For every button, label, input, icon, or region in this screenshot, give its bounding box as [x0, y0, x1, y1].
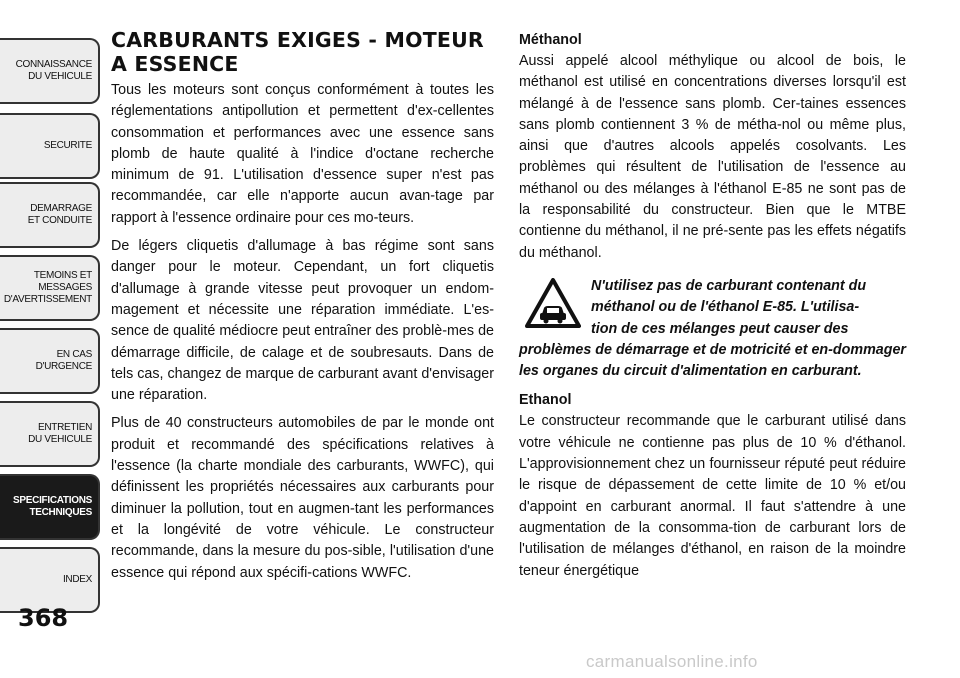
right-column	[519, 30, 906, 589]
warning-triangle-car-icon	[525, 278, 581, 328]
warning-box	[519, 276, 906, 382]
paragraph-knock: De légers cliquetis d'allumage à bas régime sont sans danger pour le moteur. Cependant, un fort cliquetis d'allumage à grande vitesse peut provoquer un endom-magement et nécessite une réparation immédiate. L'es-sence de qualité médiocre peut entraîner des problè-mes de démarrage difficile, de calage et de soubresauts. Dans de tels cas, changez de marque de carburant avant d'envisager une réparation.	[111, 238, 494, 404]
tab-connaissance-du-vehicule[interactable]: CONNAISSANCE DU VEHICULE	[0, 38, 100, 104]
tab-en-cas-d-urgence[interactable]: EN CAS D'URGENCE	[0, 328, 100, 394]
warning-line-3: tion de ces mélanges peut causer des	[591, 320, 849, 337]
tab-temoins-et-messages[interactable]: TEMOINS ET MESSAGES D'AVERTISSEMENT	[0, 255, 100, 321]
tab-entretien-du-vehicule[interactable]: ENTRETIEN DU VEHICULE	[0, 401, 100, 467]
section-title: CARBURANTS EXIGES - MOTEUR A ESSENCE	[111, 28, 484, 76]
warning-line-2: méthanol ou de l'éthanol E-85. L'utilisa-	[591, 299, 860, 316]
tab-specifications-techniques[interactable]: SPECIFICATIONS TECHNIQUES	[0, 474, 100, 540]
tab-demarrage-et-conduite[interactable]: DEMARRAGE ET CONDUITE	[0, 182, 100, 248]
watermark: carmanualsonline.info	[586, 652, 758, 671]
tab-securite[interactable]: SECURITE	[0, 113, 100, 179]
paragraph-octane: Tous les moteurs sont conçus conformément à toutes les réglementations antipollution et permettent d'ex-cellentes consommation et performances avec une essence sans plomb de haute qualité à l'indice d'octane recherche minimum de 91. L'utilisation d'essence super n'est pas recommandée, car elle n'apporte aucun avan-tage par rapport à l'essence ordinaire pour ces mo-teurs.	[111, 82, 494, 226]
ethanol-heading: Ethanol	[519, 392, 572, 409]
page-number: 368	[18, 604, 69, 632]
warning-line-rest: problèmes de démarrage et de motricité et en-dommager les organes du circuit d'alimentation en carburant.	[519, 341, 906, 380]
chapter-sidebar	[0, 0, 104, 678]
warning-line-1: N'utilisez pas de carburant contenant du	[591, 277, 867, 294]
methanol-heading: Méthanol	[519, 32, 582, 48]
ethanol-paragraph: Le constructeur recommande que le carburant utilisé dans votre véhicule ne contienne pas plus de 10 % d'éthanol. L'approvisionnement chez un fournisseur réputé peut réduire le risque de dépassement de cette limite de 10 % et/ou d'appoint en carburant anormal. Il faut s'attendre à une augmentation de la consomma-tion de carburant lors de l'utilisation de mélanges d'éthanol, en raison de la moindre teneur énergétique	[519, 413, 906, 579]
methanol-paragraph: Aussi appelé alcool méthylique ou alcool de bois, le méthanol est utilisé en concentrations diverses lorsqu'il est mélangé à de l'essence sans plomb. Cer-taines essences sans plomb contiennent 3 % de métha-nol ou même plus, ainsi que d'autres alcools appelés cosolvants. Les problèmes qui résultent de l'utilisation de l'essence au méthanol ou des mélanges à l'éthanol E-85 ne sont pas de la responsabilité du constructeur. Bien que le MTBE contienne du méthanol, il ne pré-sente pas les effets négatifs du méthanol.	[519, 53, 906, 261]
paragraph-wwfc: Plus de 40 constructeurs automobiles de par le monde ont produit et recommandé des spécifications relatives à l'essence (la charte mondiale des carburants, WWFC), qui définissent les propriétés nécessaires aux carburants pour diminuer la pollution, tout en augmen-tant les performances et la longévité de votre véhicule. Le constructeur recommande, dans la mesure du pos-sible, l'utilisation d'une essence qui répond aux spécifi-cations WWFC.	[111, 415, 494, 581]
left-column	[111, 28, 494, 591]
tab-index[interactable]: INDEX	[0, 547, 100, 613]
